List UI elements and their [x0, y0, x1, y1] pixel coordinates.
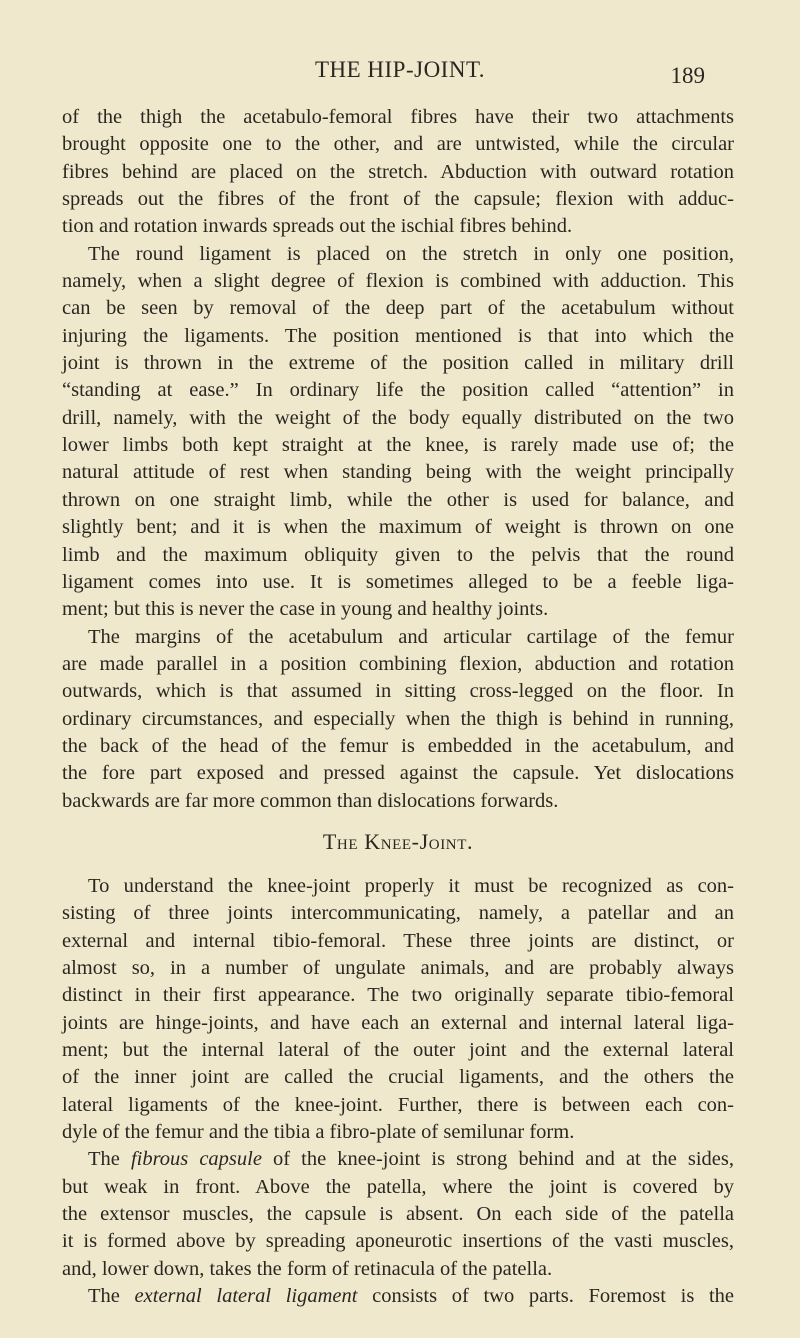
- text-line: the back of the head of the femur is embedded in the acetabulum, and: [62, 734, 734, 757]
- paragraph: [62, 1146, 734, 1283]
- text-line: slightly bent; and it is when the maximum of weight is thrown on one: [62, 516, 734, 539]
- text-line: namely, when a slight degree of flexion is combined with adduction. This: [62, 270, 734, 293]
- text-line: sisting of three joints intercommunicating, namely, a patellar and an: [62, 902, 734, 925]
- text-line: spreads out the fibres of the front of the capsule; flexion with adduc-: [62, 188, 734, 211]
- text-line: external and internal tibio-femoral. These three joints are distinct, or: [62, 929, 734, 952]
- text-line: dyle of the femur and the tibia a fibro-plate of semilunar form.: [62, 1121, 575, 1144]
- text-line: brought opposite one to the other, and are untwisted, while the circular: [62, 133, 734, 156]
- italic-term: external lateral ligament: [134, 1285, 358, 1308]
- text-line: “standing at ease.” In ordinary life the position called “attention” in: [62, 379, 734, 402]
- paragraph: [62, 1283, 734, 1310]
- text-line: but weak in front. Above the patella, where the joint is covered by: [62, 1175, 734, 1198]
- text-line: natural attitude of rest when standing being with the weight principally: [62, 461, 734, 484]
- text-line: joints are hinge-joints, and have each an external and internal lateral liga-: [62, 1011, 734, 1034]
- line-rest: consists of two parts. Foremost is the: [372, 1285, 735, 1308]
- text-line: [62, 1146, 734, 1173]
- text-line: thrown on one straight limb, while the other is used for balance, and: [62, 488, 734, 511]
- italic-term: fibrous capsule: [130, 1148, 262, 1171]
- text-line: almost so, in a number of ungulate animals, and are probably always: [62, 956, 734, 979]
- text-line: distinct in their first appearance. The two originally separate tibio-femoral: [62, 984, 734, 1007]
- text-line: ligament comes into use. It is sometimes alleged to be a feeble liga-: [62, 570, 734, 593]
- text-line: ment; but the internal lateral of the outer joint and the external lateral: [62, 1039, 734, 1061]
- text-line: of the thigh the acetabulo-femoral fibres have their two attachments: [62, 106, 734, 128]
- text-line: injuring the ligaments. The position mentioned is that into which the: [62, 324, 734, 347]
- page-number: 189: [670, 63, 705, 88]
- text-line: it is formed above by spreading aponeurotic insertions of the vasti muscles,: [62, 1230, 734, 1253]
- line-rest: of the knee-joint is strong behind and at the sides,: [273, 1148, 735, 1171]
- running-title: THE HIP-JOINT.: [314, 57, 486, 82]
- text-line: lower limbs both kept straight at the knee, is rarely made use of; the: [62, 434, 734, 457]
- body-text: [62, 104, 734, 1310]
- text-line: the extensor muscles, the capsule is absent. On each side of the patella: [62, 1203, 734, 1226]
- text-line: tion and rotation inwards spreads out the ischial fibres behind.: [62, 215, 573, 238]
- text-line: and, lower down, takes the form of retinacula of the patella.: [62, 1257, 553, 1280]
- paragraph: [62, 104, 734, 241]
- text-line: joint is thrown in the extreme of the position called in military drill: [62, 352, 734, 375]
- text-line: can be seen by removal of the deep part of the acetabulum without: [62, 297, 734, 320]
- text-line: outwards, which is that assumed in sitting cross-legged on the floor. In: [62, 680, 734, 703]
- text-line: The round ligament is placed on the stretch in only one position,: [88, 242, 734, 265]
- text-line: [62, 1283, 734, 1310]
- text-line: fibres behind are placed on the stretch. Abduction with outward rotation: [62, 160, 734, 183]
- text-line: lateral ligaments of the knee-joint. Further, there is between each con-: [62, 1093, 734, 1116]
- text-line: drill, namely, with the weight of the body equally distributed on the two: [62, 406, 734, 429]
- paragraph: [62, 624, 734, 815]
- lead-word: The: [88, 1285, 120, 1308]
- text-line: limb and the maximum obliquity given to the pelvis that the round: [62, 543, 734, 566]
- text-line: ment; but this is never the case in young and healthy joints.: [62, 598, 549, 621]
- text-line: the fore part exposed and pressed against the capsule. Yet dislocations: [62, 762, 734, 785]
- text-line: of the inner joint are called the crucial ligaments, and the others the: [62, 1066, 734, 1089]
- paragraph: [62, 241, 734, 624]
- running-head: [0, 55, 800, 88]
- section-heading: The Knee-Joint.: [322, 828, 474, 854]
- lead-word: The: [88, 1148, 120, 1171]
- text-line: The margins of the acetabulum and articular cartilage of the femur: [88, 625, 734, 648]
- text-line: To understand the knee-joint properly it must be recognized as con-: [88, 874, 734, 897]
- text-line: ordinary circumstances, and especially when the thigh is behind in running,: [62, 707, 734, 730]
- paragraph: [62, 873, 734, 1146]
- text-line: are made parallel in a position combining flexion, abduction and rotation: [62, 652, 734, 675]
- text-line: backwards are far more common than dislocations forwards.: [62, 789, 559, 812]
